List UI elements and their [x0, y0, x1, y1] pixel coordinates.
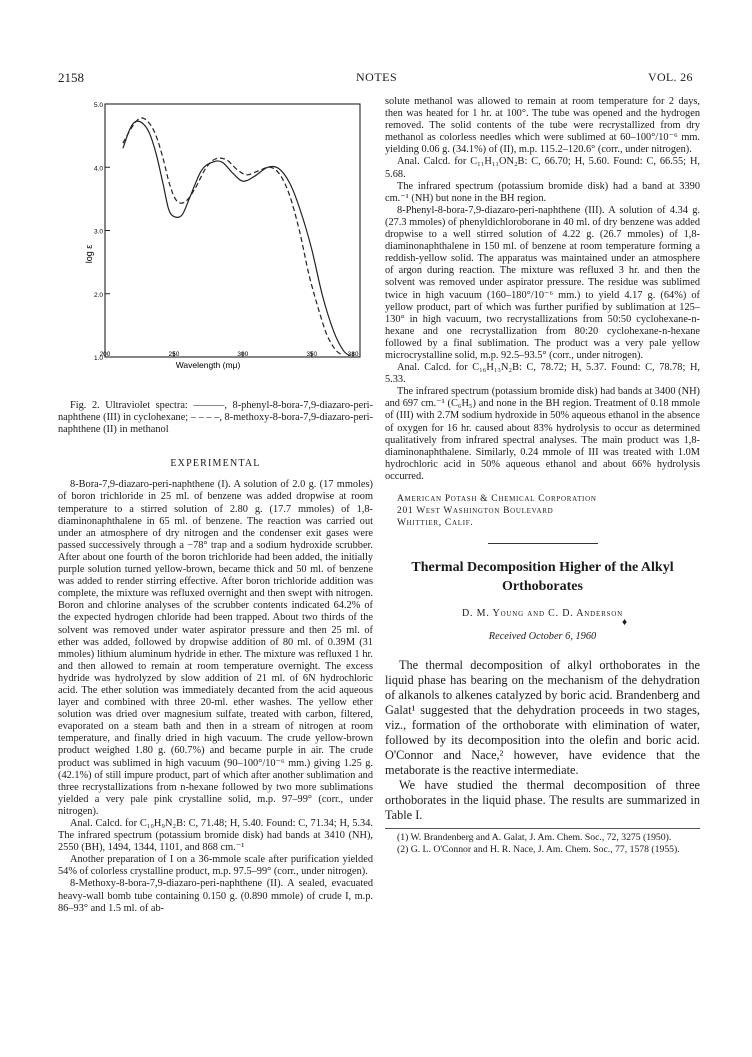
paragraph-compound-ii-start: 8-Methoxy-8-bora-7,9-diazaro-peri-naphthene (II). A sealed, evacuated heavy-wall bomb tube containing 0.150 g. (0.890 mmole) of crude I, m.p. 86–93° and 1.5 ml. of ab-	[58, 878, 373, 914]
affiliation-line: Whittier, Calif.	[397, 518, 474, 528]
footnote-2: (2) G. L. O'Connor and H. R. Nace, J. Am. Chem. Soc., 77, 1578 (1955).	[397, 843, 680, 855]
section-heading-experimental: EXPERIMENTAL	[170, 458, 261, 470]
left-column	[58, 400, 373, 915]
footnotes	[385, 828, 700, 855]
x-tick-label: 200	[99, 351, 111, 358]
x-axis-label: Wavelength (mμ)	[175, 360, 241, 370]
x-tick-label: 250	[168, 351, 180, 358]
affiliation-line: 201 West Washington Boulevard	[397, 506, 554, 516]
right-column	[385, 96, 700, 855]
y-tick-label: 5.0	[93, 102, 103, 109]
article-authors: D. M. Young and C. D. Anderson	[462, 608, 623, 619]
uv-spectrum-chart	[80, 96, 370, 371]
article-title: Thermal Decomposition Higher of the Alkyl Orthoborates	[411, 560, 674, 594]
spectrum-curves	[123, 118, 351, 356]
y-tick-label: 1.0	[93, 355, 103, 362]
received-date: Received October 6, 1960	[488, 631, 597, 643]
page-number: 2158	[58, 70, 84, 85]
section-divider	[488, 543, 598, 544]
paragraph-compound-iii: 8-Phenyl-8-bora-7,9-diazaro-peri-naphthene (III). A solution of 4.34 g. (27.3 mmoles) of phenyldichloroborane in 40 ml. of dry benzene was added dropwise to a well stirred solution of 4.22 g. (26.7 mmoles) of 1,8-diaminonaphthalene in 150 ml. of benzene at room temperature forming a reddish-yellow solid. The apparatus was maintained under an atmosphere of argon during reaction. The mixture was refluxed 3 hr. and then the solvent was removed under aspirator pressure. The residue was sublimed twice in high vacuum (160–180°/10⁻⁶ mm.) to yield 4.17 g. (64%) of yellow product, part of which was further purified by sublimation at 125–130° in high vacuum, two recrystallizations from 50:50 cyclohexane-n-hexane and one recrystallization from 80:20 cyclohexane-n-hexane followed by a final sublimation. The product was a very pale yellow microcrystalline solid, m.p. 92.5–93.5° (corr., under nitrogen).	[385, 204, 700, 361]
uv-spectrum-figure	[80, 96, 370, 376]
x-tick-label: 300	[237, 351, 249, 358]
paragraph-another-prep: Another preparation of I on a 36-mmole scale after purification yielded 54% of colorless crystalline product, m.p. 97.5–99° (corr., under nitrogen).	[58, 854, 373, 878]
axis-ticks	[94, 102, 359, 362]
diamond-mark: ♦	[622, 617, 628, 628]
paragraph-ir-iii: The infrared spectrum (potassium bromide disk) had bands at 3400 (NH) and 697 cm.⁻¹ (C₆H₅) and none in the BH region. Treatment of 0.18 mmole of (III) with 2.7M sodium hydroxide in 50% aqueous ethanol in the absence of oxygen for 16 hr. caused about 83% hydrolysis to occur as determined qualitatively from infrared spectral analyses. The main product was 1,8-diaminonaphthalene. Similarly, 0.24 mmole of III was treated with 1.0M hydrochloric acid in 50% aqueous ethanol and about 66% hydrolysis occurred.	[385, 386, 700, 482]
y-axis-label: log ε	[84, 244, 94, 264]
author-affiliation	[385, 493, 700, 529]
affiliation-line: American Potash & Chemical Corporation	[397, 494, 597, 504]
y-tick-label: 4.0	[93, 165, 103, 173]
paragraph-analysis-i: Anal. Calcd. for C₁₀H₉N₂B: C, 71.48; H, 5.40. Found: C, 71.34; H, 5.34. The infrared spectrum (potassium bromide disk) had bands at 3410 (NH), 2550 (BH), 1494, 1344, 1101, and 868 cm.⁻¹	[58, 818, 373, 854]
volume-label: VOL. 26	[648, 70, 693, 84]
y-tick-label: 2.0	[93, 291, 103, 299]
figure-caption: Fig. 2. Ultraviolet spectra: ———, 8-phenyl-8-bora-7,9-diazaro-peri-naphthene (III) in cyclohexane; – – – –, 8-methoxy-8-bora-7,9-diazaro-peri-naphthene (II) in methanol	[58, 400, 373, 436]
footnote-1: (1) W. Brandenberg and A. Galat, J. Am. Chem. Soc., 72, 3275 (1950).	[397, 832, 672, 844]
journal-section-header: NOTES	[356, 70, 398, 84]
paragraph-compound-i: 8-Bora-7,9-diazaro-peri-naphthene (I). A solution of 2.0 g. (17 mmoles) of boron trichloride in 25 ml. of benzene was added dropwise at room temperature to a stirred solution of 2.80 g. (17.7 mmoles) of 1,8-diaminonaphthalene in 65 ml. of benzene. The reaction was carried out under an atmosphere of dry nitrogen and the condenser exit gases were passed successively through a −78° trap and a sodium hydroxide scrubber. After about one fourth of the boron trichloride had been added, the initially purple solution turned yellow-brown, became thick and 50 ml. of benzene was added to render stirring effective. After boron trichloride addition was complete, the mixture was refluxed overnight and then swept with nitrogen. Boron and chlorine analyses of the scrubber contents indicated 64.2% of the expected hydrogen chloride had been trapped. About two thirds of the solvent was removed under water aspirator pressure and then 25 ml. of ether was added, followed by dropwise addition of 80 ml. of 0.39M (31 mmoles) lithium aluminum hydride in ether. The mixture was refluxed 1 hr. and then allowed to remain at room temperature overnight. The excess hydride was hydrolyzed by slow addition of 21 ml. of 6N hydrochloric acid. The ether solution was immediately decanted from the acid aqueous layer and combined with three 20-ml. ether washes. The yellow ether solution was dried over magnesium sulfate, treated with carbon, filtered, evaporated on a steam bath and then in a stream of nitrogen at room temperature, and finally dried in high vacuum. The crude yellow-brown product weighed 1.80 g. (60.7%) and became purple in air. The crude product was sublimed in high vacuum (90–100°/10⁻⁶ mm.) giving 1.25 g. (42.1%) of still impure product, part of which after another sublimation and three recrystallizations from n-hexane followed by two more sublimations yielded a very pale pink crystalline solid, m.p. 97–99° (corr., under nitrogen).	[58, 479, 373, 817]
x-tick-label: 380	[347, 351, 359, 358]
paragraph-analysis-iii: Anal. Calcd. for C₁₆H₁₃N₂B: C, 78.72; H, 5.37. Found: C, 78.78; H, 5.33.	[385, 362, 700, 386]
series-line-solid	[123, 121, 351, 356]
article-paragraph-2: We have studied the thermal decomposition of three orthoborates in the liquid phase. The results are summarized in Table I.	[385, 778, 700, 823]
paragraph-analysis-ii: Anal. Calcd. for C₁₁H₁₁ON₂B: C, 66.70; H, 5.60. Found: C, 66.55; H, 5.68.	[385, 156, 700, 180]
x-tick-label: 350	[306, 351, 318, 358]
paragraph-ir-ii: The infrared spectrum (potassium bromide disk) had a band at 3390 cm.⁻¹ (NH) but none in the BH region.	[385, 180, 700, 204]
paragraph-compound-ii-cont: solute methanol was allowed to remain at room temperature for 2 days, then was heated for 1 hr. at 100°. The tube was opened and the hydrogen removed. The solid contents of the tube were recrystallized from dry methanol as colorless needles which were sublimed at 60–100°/10⁻⁶ mm. yielding 0.06 g. (34.1%) of (II), m.p. 115.2–120.6° (corr., under nitrogen).	[385, 96, 700, 156]
y-tick-label: 3.0	[93, 228, 103, 236]
article-paragraph-1: The thermal decomposition of alkyl orthoborates in the liquid phase has bearing on the mechanism of the dehydration of alkanols to alkenes catalyzed by boric acid. Brandenberg and Galat¹ suggested that the dehydration proceeds in two stages, viz., formation of the orthoborate with elimination of water, followed by its decomposition into the olefin and boric acid. O'Connor and Nace,² however, have evidence that the metaborate is the reactive intermediate.	[385, 658, 700, 778]
